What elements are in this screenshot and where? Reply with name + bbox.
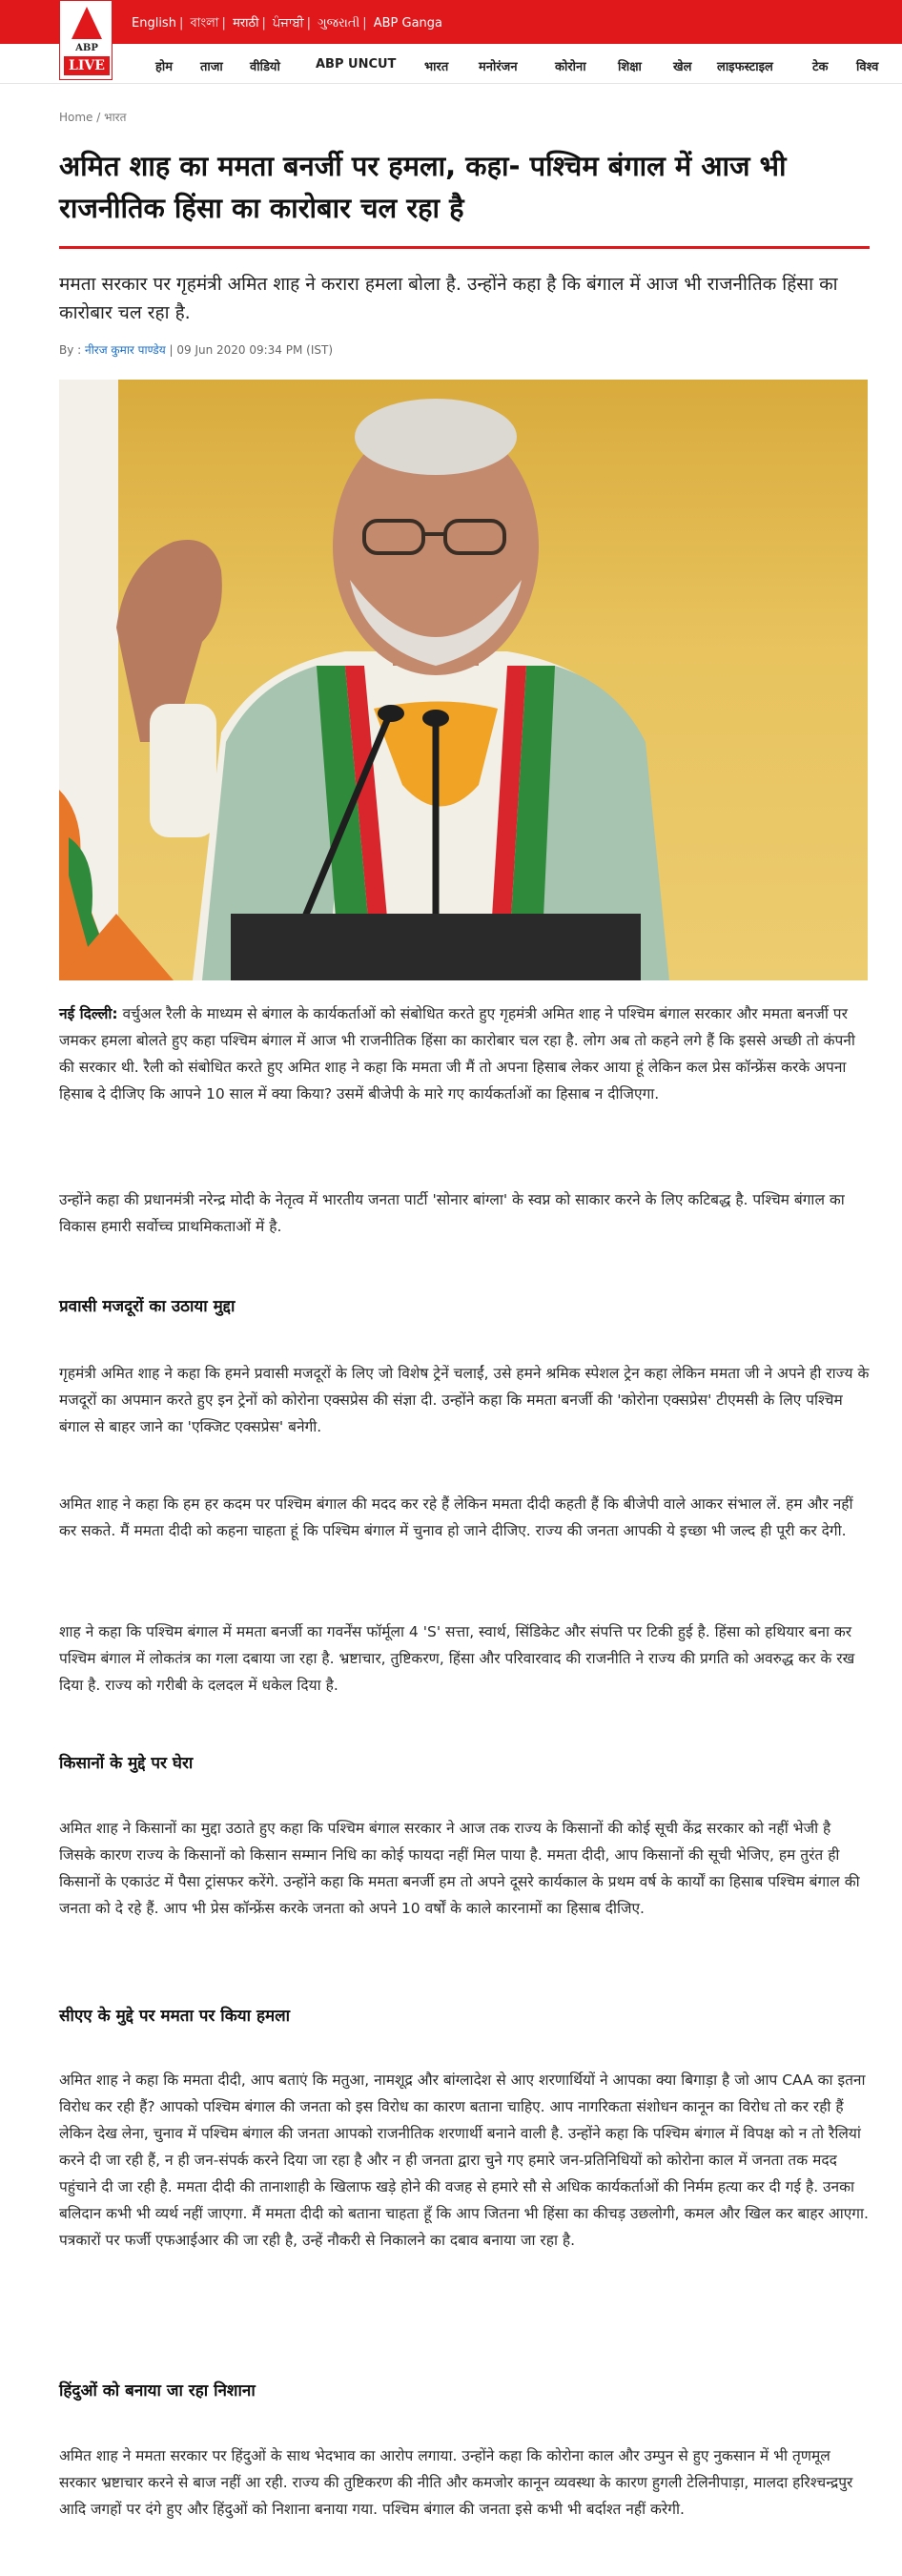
title-divider — [59, 246, 870, 249]
lang-link-punjabi[interactable]: ਪੰਜਾਬੀ — [273, 16, 304, 31]
paragraph-1-text: वर्चुअल रैली के माध्यम से बंगाल के कार्यकर्ताओं को संबोधित करते हुए गृहमंत्री अमित शाह ने पश्चिम बंगाल सरकार और ममता बनर्जी पर जमकर हमला बोलते हुए कहा पश्चिम बंगाल में आज भी राजनीतिक हिंसा का कारोबार चल रहा है. लोग अब तो कहने लगे हैं कि इससे अच्छी तो कंपनी की सरकार थी. रैली को संबोधित करते हुए अमित शाह ने कहा कि ममता जी मैं तो अपना हिसाब लेकर आया हूं लेकिन कल प्रेस कॉन्फ्रेंस करके अपना हिसाब दे दीजिए कि आपने 10 साल में क्या किया? उसमें बीजेपी के मारे गए कार्यकर्ताओं का हिसाब न दीजिएगा. — [59, 1005, 855, 1103]
breadcrumb-home[interactable]: Home — [59, 111, 93, 124]
dateline: नई दिल्ली: — [59, 1005, 118, 1022]
paragraph-6: अमित शाह ने किसानों का मुद्दा उठाते हुए कहा कि पश्चिम बंगाल सरकार ने आज तक राज्य के किसानों की कोई सूची केंद्र सरकार को नहीं भेजी है जिसके कारण राज्य के किसानों को किसान सम्मान निधि का कोई फायदा नहीं मिल पाया है. ममता दीदी, आप किसानों की सूची भेजिए, हम तुरंत ही किसानों के एकाउंट में पैसा ट्रांसफर करेंगे. उन्होंने कहा कि ममता बनर्जी हम तो अपने दूसरे कार्यकाल के प्रथम वर्ष के कार्यों का हिसाब पश्चिम बंगाल की जनता को दे रहे हैं. आप भी प्रेस कॉन्फ्रेंस करके जनता को अपने 10 वर्षों के काले कारनामों का हिसाब दीजिए. — [59, 1820, 860, 1917]
lang-link-english[interactable]: English — [132, 16, 176, 31]
byline — [59, 341, 333, 358]
nav-entertainment[interactable]: मनोरंजन — [479, 60, 518, 74]
lang-link-bangla[interactable]: বাংলা — [190, 16, 219, 31]
paragraph-8: अमित शाह ने ममता सरकार पर हिंदुओं के साथ भेदभाव का आरोप लगाया. उन्होंने कहा कि कोरोना काल और उम्पुन से हुए नुकसान में भी तृणमूल सरकार भ्रष्टाचार करने से बाज नहीं आ रही. राज्य की तुष्टिकरण की नीति और कमजोर कानून व्यवस्था के कारण हुगली टेलिनीपाड़ा, मालदा हरिश्चन्द्रपुर आदि जगहों पर दंगे हुए और हिंदुओं को निशाना बनाया गया. पश्चिम बंगाल की जनता इसे कभी भी बर्दाश्त नहीं करेगी. — [59, 2447, 853, 2518]
nav-video[interactable]: वीडियो — [250, 60, 280, 74]
logo-triangle-icon — [72, 7, 102, 39]
paragraph-3: गृहमंत्री अमित शाह ने कहा कि हमने प्रवासी मजदूरों के लिए जो विशेष ट्रेनें चलाईं, उसे हमने श्रमिक स्पेशल ट्रेन कहा लेकिन ममता जी ने अपने ही राज्य के मजदूरों का अपमान करते हुए इन ट्रेनों को कोरोना एक्सप्रेस की संज्ञा दी. उन्होंने कहा कि ममता बनर्जी की 'कोरोना एक्सप्रेस' टीएमसी के लिए पश्चिम बंगाल से बाहर जाने का 'एक्जिट एक्सप्रेस' बनेगी. — [59, 1365, 870, 1435]
byline-separator: | — [169, 343, 174, 357]
article-hero-image — [59, 380, 868, 980]
logo-text-abp: ABP — [75, 43, 98, 53]
speaker-illustration — [59, 380, 868, 980]
nav-india[interactable]: भारत — [424, 60, 449, 74]
logo-text-live: LIVE — [64, 56, 110, 75]
article-title: अमित शाह का ममता बनर्जी पर हमला, कहा- पश्चिम बंगाल में आज भी राजनीतिक हिंसा का कारोबार चल रहा है — [59, 150, 787, 224]
nav-home[interactable]: होम — [155, 60, 174, 74]
nav-education[interactable]: शिक्षा — [618, 60, 642, 74]
author-link[interactable]: नीरज कुमार पाण्डेय — [85, 343, 166, 357]
lang-link-abp-ganga[interactable]: ABP Ganga — [373, 16, 442, 31]
language-switcher: English | বাংলা | मराठी | ਪੰਜਾਬੀ | ગુજરાતી | ABP Ganga — [132, 16, 442, 31]
nav-lifestyle[interactable]: लाइफस्टाइल — [717, 60, 773, 74]
lang-link-gujarati[interactable]: ગુજરાતી — [318, 16, 360, 31]
abp-live-logo[interactable] — [59, 0, 113, 80]
nav-sports[interactable]: खेल — [673, 60, 692, 74]
byline-prefix: By : — [59, 343, 82, 357]
breadcrumb — [59, 109, 126, 125]
nav-tech[interactable]: टेक — [812, 60, 829, 74]
article-summary: ममता सरकार पर गृहमंत्री अमित शाह ने करारा हमला बोला है. उन्होंने कहा है कि बंगाल में आज भी राजनीतिक हिंसा का कारोबार चल रहा है. — [59, 274, 838, 323]
paragraph-4: अमित शाह ने कहा कि हम हर कदम पर पश्चिम बंगाल की मदद कर रहे हैं लेकिन ममता दीदी कहती हैं कि बीजेपी वाले आकर संभाल लें. हम और नहीं कर सकते. मैं ममता दीदी को कहना चाहता हूं कि पश्चिम बंगाल में चुनाव हो जाने दीजिए. राज्य की जनता आपकी ये इच्छा भी जल्द ही पूरी कर देगी. — [59, 1495, 853, 1539]
subheading-farmers: किसानों के मुद्दे पर घेरा — [59, 1754, 194, 1773]
lang-link-marathi[interactable]: मराठी — [233, 16, 259, 31]
main-nav — [0, 44, 902, 84]
subheading-hindus: हिंदुओं को बनाया जा रहा निशाना — [59, 2381, 256, 2401]
paragraph-5: शाह ने कहा कि पश्चिम बंगाल में ममता बनर्जी का गवर्नेंस फॉर्मूला 4 'S' सत्ता, स्वार्थ, सिंडिकेट और संपत्ति पर टिकी हुई है. हिंसा को हथियार बना कर पश्चिम बंगाल में लोकतंत्र का गला दबाया जा रहा है. भ्रष्टाचार, तुष्टिकरण, हिंसा और परिवारवाद की राजनीति ने राज्य की प्रगति को अवरुद्ध कर के रख दिया है. राज्य को गरीबी के दलदल में धकेल दिया है. — [59, 1623, 855, 1694]
paragraph-7: अमित शाह ने कहा कि ममता दीदी, आप बताएं कि मतुआ, नामशूद्र और बांग्लादेश से आए शरणार्थियों ने आपका क्या बिगाड़ा है जो आप CAA का इतना विरोध कर रही हैं? आपको पश्चिम बंगाल की जनता को इस विरोध का कारण बताना चाहिए. आप नागरिकता संशोधन कानून का विरोध तो कर रही हैं लेकिन देख लेना, चुनाव में पश्चिम बंगाल की जनता आपको राजनीतिक शरणार्थी बनाने वाली है. उन्होंने कहा कि पश्चिम बंगाल में विपक्ष को न तो रैलियां करने दी जा रही हैं, न ही जन-संपर्क करने दिया जा रहा है और न ही जनता द्वारा चुने गए हमारे जन-प्रतिनिधियों को कोरोना काल में जनता तक मदद पहुंचाने दी जा रही है. ममता दीदी की तानाशाही के खिलाफ खड़े होने की वजह से हमारे सौ से अधिक कार्यकर्ताओं की निर्मम हत्या कर दी गई है. उनका बलिदान कभी भी व्यर्थ नहीं जाएगा. मैं ममता दीदी को बताना चाहता हूँ कि आप जितना भी हिंसा का कीचड़ उछलोगी, कमल और खिल कर बाहर आएगा. पत्रकारों पर फर्जी एफआईआर की जा रही है, उन्हें नौकरी से निकालने का दबाव बनाया जा रहा है. — [59, 2071, 869, 2249]
subheading-caa: सीएए के मुद्दे पर ममता पर किया हमला — [59, 2007, 291, 2026]
nav-abp-uncut[interactable]: ABP UNCUT — [316, 57, 397, 72]
breadcrumb-separator: / — [96, 111, 101, 124]
breadcrumb-section[interactable]: भारत — [104, 111, 127, 124]
nav-latest[interactable]: ताजा — [200, 60, 223, 74]
nav-corona[interactable]: कोरोना — [555, 60, 586, 74]
nav-world[interactable]: विश्व — [856, 60, 879, 74]
paragraph-1 — [59, 1000, 871, 1107]
subheading-migrants: प्रवासी मजदूरों का उठाया मुद्दा — [59, 1297, 236, 1316]
paragraph-2: उन्होंने कहा की प्रधानमंत्री नरेन्द्र मोदी के नेतृत्व में भारतीय जनता पार्टी 'सोनार बांग्ला' के स्वप्न को साकार करने के लिए कटिबद्ध है. पश्चिम बंगाल का विकास हमारी सर्वोच्च प्राथमिकताओं में है. — [59, 1191, 845, 1235]
publish-date: 09 Jun 2020 09:34 PM (IST) — [176, 343, 334, 357]
